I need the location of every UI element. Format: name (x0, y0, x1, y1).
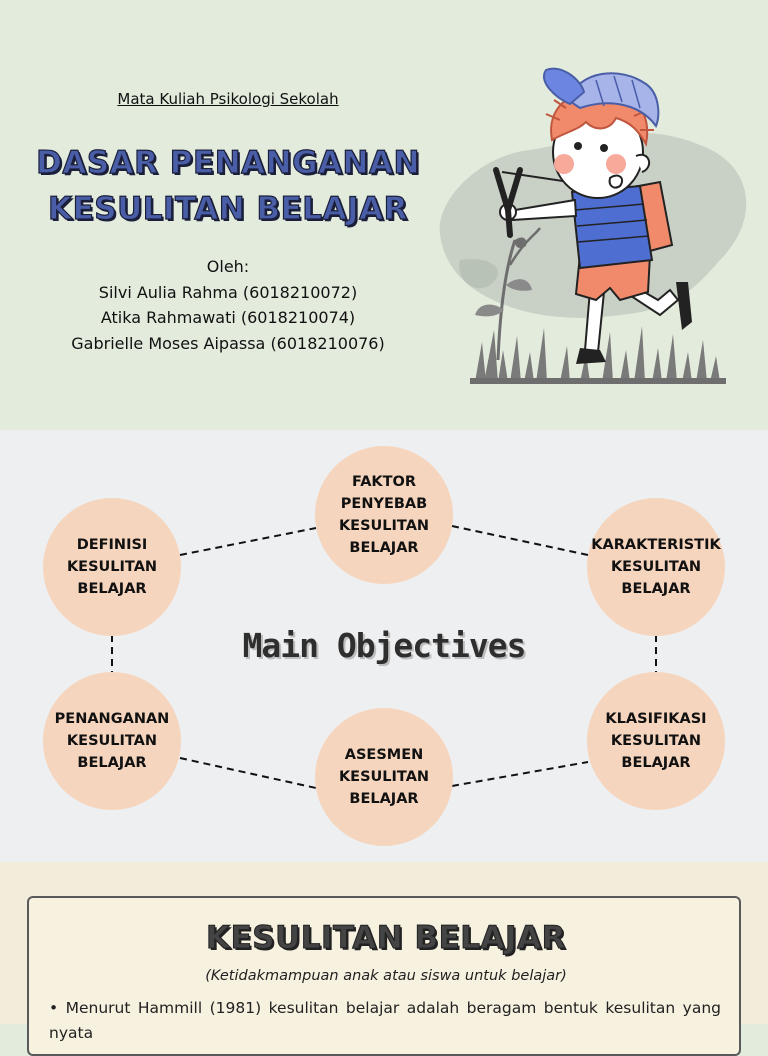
course-name: Mata Kuliah Psikologi Sekolah (117, 90, 339, 108)
node-text-line: ASESMEN (344, 747, 424, 763)
node-text-line: KESULITAN (66, 733, 158, 749)
node-text-line: PENYEBAB (340, 496, 428, 512)
header-section (0, 0, 768, 430)
node-text-line: KARAKTERISTIK (591, 537, 721, 553)
node-text-line: KESULITAN (66, 559, 158, 575)
node-text-line: KLASIFIKASI (605, 711, 707, 727)
objective-klasifikasi (587, 672, 725, 810)
title-line-1: DASAR PENANGANAN (36, 145, 420, 181)
main-objectives-title: Main Objectives (242, 626, 526, 665)
author-3: Gabrielle Moses Aipassa (6018210076) (71, 333, 385, 353)
definition-title: KESULITAN BELAJAR (206, 920, 566, 956)
objective-definisi (43, 498, 181, 636)
boy-with-slingshot-illustration (420, 60, 760, 400)
definition-section (0, 862, 768, 1042)
definition-subtitle: (Ketidakmampuan anak atau siswa untuk belajar) (205, 968, 567, 984)
node-text-line: BELAJAR (77, 581, 147, 597)
node-text-line: KESULITAN (338, 518, 430, 534)
author-1: Silvi Aulia Rahma (6018210072) (98, 282, 358, 302)
node-text-line: DEFINISI (76, 537, 148, 553)
objective-karakteristik (587, 498, 725, 636)
objective-penanganan (43, 672, 181, 810)
node-text-line: BELAJAR (349, 791, 419, 807)
connector-faktor-karakteristik (452, 526, 588, 555)
node-text-line: BELAJAR (77, 755, 147, 771)
title-line-2: KESULITAN BELAJAR (48, 191, 408, 227)
author-2: Atika Rahmawati (6018210074) (100, 308, 356, 327)
definition-card (27, 896, 741, 1056)
node-text-line: KESULITAN (338, 769, 430, 785)
connector-penanganan-asesmen (180, 758, 316, 788)
connector-definisi-faktor (180, 528, 316, 555)
objectives-section (0, 430, 768, 862)
by-label: Oleh: (206, 257, 250, 276)
page-title (0, 140, 456, 232)
objective-faktor-penyebab (315, 446, 453, 584)
node-text-line: BELAJAR (621, 755, 691, 771)
node-text-line: BELAJAR (621, 581, 691, 597)
objective-asesmen (315, 708, 453, 846)
definition-bullet: • Menurut Hammill (1981) kesulitan belajar adalah beragam bentuk kesulitan yang nyata (49, 999, 721, 1042)
node-text-line: KESULITAN (610, 559, 702, 575)
authors-block (0, 254, 456, 356)
node-text-line: PENANGANAN (54, 711, 170, 727)
node-text-line: KESULITAN (610, 733, 702, 749)
node-text-line: FAKTOR (351, 474, 417, 490)
node-text-line: BELAJAR (349, 540, 419, 556)
connector-asesmen-klasifikasi (452, 762, 588, 786)
